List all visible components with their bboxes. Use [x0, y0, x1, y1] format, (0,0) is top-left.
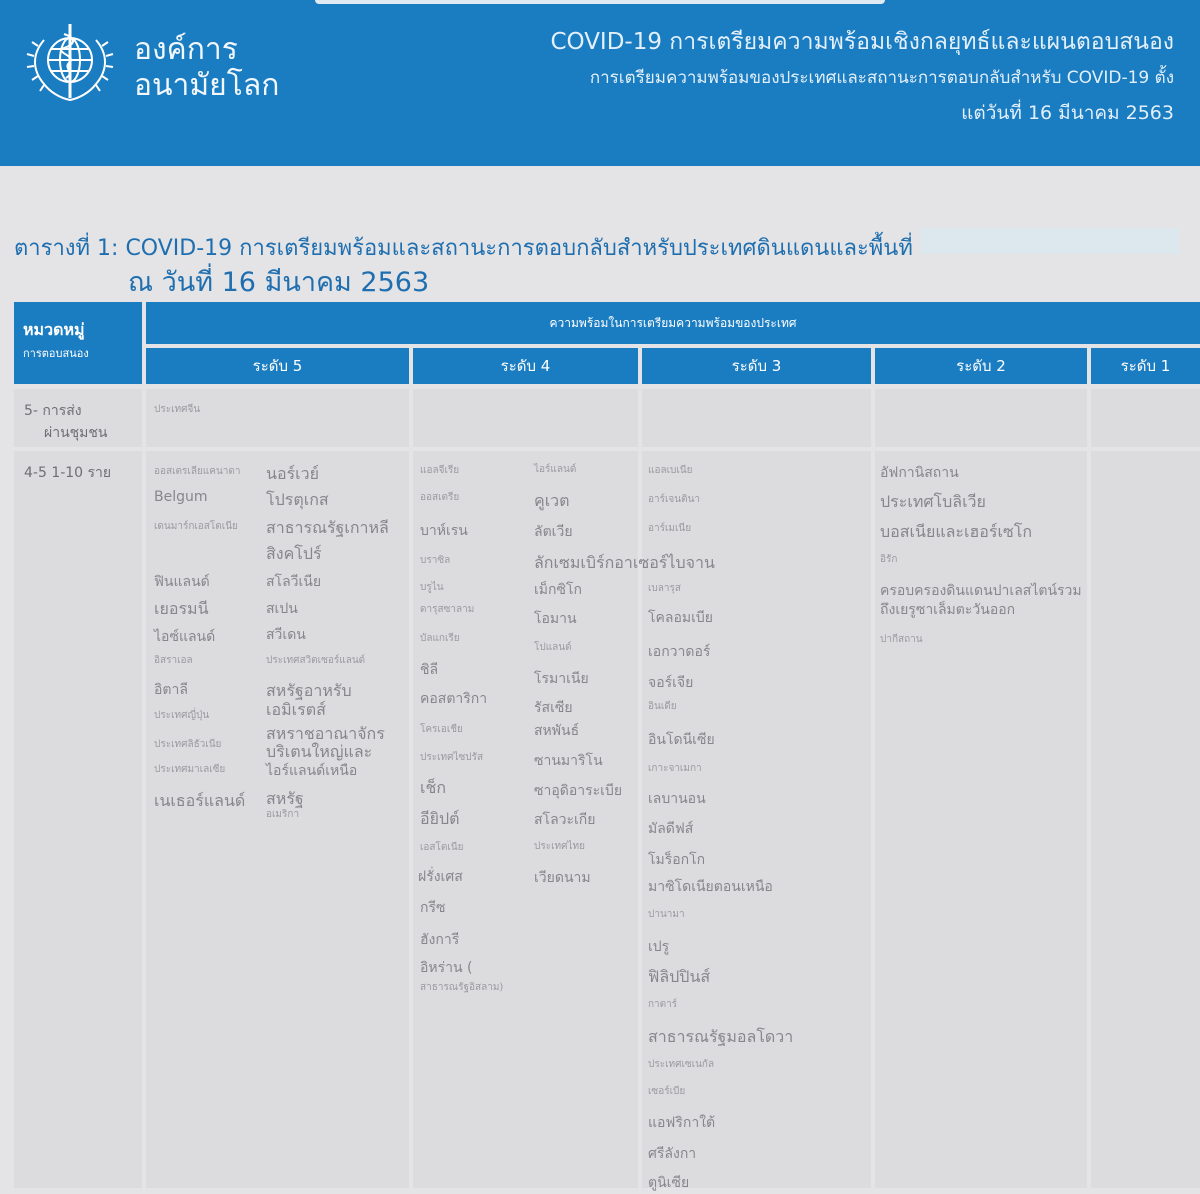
- country-item: มัลดีฟส์: [648, 821, 694, 837]
- row2-label-cell: [14, 451, 142, 1188]
- country-item: ซานมาริโน: [534, 753, 603, 769]
- country-item: อิหร่าน (: [420, 960, 473, 976]
- country-item: บัลแกเรีย: [420, 633, 460, 644]
- top-tab-notch: [315, 0, 885, 4]
- row2-level1-cell: [1091, 451, 1200, 1188]
- level-1-header: ระดับ 1: [1091, 348, 1200, 384]
- country-item: สาธารณรัฐเกาหลี: [266, 518, 389, 537]
- country-item: ถึงเยรูซาเล็มตะวันออก: [880, 602, 1016, 618]
- country-item: ประเทศสวิตเซอร์แลนด์: [266, 655, 366, 666]
- country-item: ประเทศไซปรัส: [420, 752, 484, 763]
- country-item: ปากีสถาน: [880, 634, 923, 645]
- country-item: อาร์เจนตินา: [648, 494, 701, 505]
- country-item: แอฟริกาใต้: [648, 1115, 716, 1131]
- readiness-header: ความพร้อมในการเตรียมความพร้อมของประเทศ: [146, 302, 1200, 344]
- country-item: มาซิโดเนียตอนเหนือ: [648, 879, 773, 895]
- country-item: ประเทศญี่ปุ่น: [154, 710, 210, 721]
- country-item: ไอร์แลนด์เหนือ: [266, 763, 358, 779]
- header-subtitle-line2: แต่วันที่ 16 มีนาคม 2563: [961, 102, 1174, 124]
- country-item: กรีซ: [420, 900, 446, 916]
- level-3-header: ระดับ 3: [642, 348, 871, 384]
- country-item: สหราชอาณาจักร: [266, 724, 385, 743]
- country-item: ซาอุดิอาระเบีย: [534, 783, 623, 799]
- country-item: โคลอมเบีย: [648, 610, 713, 626]
- country-item: บราซิล: [420, 555, 451, 566]
- category-subheader: การตอบสนอง: [23, 347, 89, 360]
- country-item: โรมาเนีย: [534, 671, 589, 687]
- country-item: เยอรมนี: [154, 599, 209, 618]
- country-item: เกาะจาเมกา: [648, 763, 702, 774]
- country-item: เบลารุส: [648, 583, 681, 594]
- country-item: เอมิเรตส์: [266, 700, 326, 719]
- who-emblem-icon: [14, 10, 126, 110]
- country-item: คูเวต: [534, 491, 570, 510]
- country-item: ไอร์แลนด์: [534, 464, 577, 475]
- country-item: เช็ก: [420, 778, 447, 797]
- country-item: โอมาน: [534, 611, 577, 627]
- country-item: ชิลี: [420, 662, 439, 678]
- country-item: ลัตเวีย: [534, 524, 573, 540]
- country-item: Belgum: [154, 489, 208, 505]
- org-name-line2: อนามัยโลก: [134, 68, 280, 103]
- country-item: สเปน: [266, 601, 298, 617]
- country-item: คอสตาริกา: [420, 691, 488, 707]
- country-item: ไอซ์แลนด์: [154, 629, 216, 645]
- country-item: อิตาลี: [154, 682, 188, 698]
- category-header-cell: [14, 302, 142, 384]
- row2-level2-cell: [875, 451, 1087, 1188]
- row2-label: 4-5 1-10 ราย: [24, 465, 112, 481]
- country-item: ลักเซมเบิร์กอาเซอร์ไบจาน: [534, 553, 715, 572]
- country-item: แอลเบเนีย: [648, 465, 693, 476]
- country-item: เซอร์เบีย: [648, 1086, 686, 1097]
- country-item: สหรัฐ: [266, 789, 304, 808]
- country-item: อิสราเอล: [154, 655, 193, 666]
- level-4-header: ระดับ 4: [413, 348, 638, 384]
- row1-level2-cell: [875, 389, 1087, 447]
- country-item: ศรีลังกา: [648, 1146, 697, 1162]
- country-item: แอลจีเรีย: [420, 465, 460, 476]
- country-item: ฮังการี: [420, 932, 460, 948]
- country-item: ออสเตรเลียแคนาดา: [154, 466, 241, 477]
- org-name-line1: องค์การ: [134, 32, 238, 67]
- country-item: บอสเนียและเฮอร์เซโก: [880, 522, 1033, 541]
- country-item: ครอบครองดินแดนปาเลสไตน์รวม: [880, 583, 1082, 599]
- country-item: จอร์เจีย: [648, 675, 694, 691]
- country-item: นอร์เวย์: [266, 464, 319, 483]
- country-item: ปานามา: [648, 909, 685, 920]
- level-2-header: ระดับ 2: [875, 348, 1087, 384]
- country-item: อิรัก: [880, 554, 898, 565]
- row1-level5-cell: [146, 389, 409, 447]
- row1-level3-cell: [642, 389, 871, 447]
- country-item: อเมริกา: [266, 809, 300, 820]
- country-item: ประเทศลิธัวเนีย: [154, 739, 222, 750]
- country-item: เวียดนาม: [534, 870, 591, 886]
- country-item: โครเอเชีย: [420, 724, 463, 735]
- country-item: สโลวะเกีย: [534, 812, 596, 828]
- country-item: เม็กซิโก: [534, 582, 582, 598]
- country-item: ประเทศเซเนกัล: [648, 1059, 715, 1070]
- org-name: [134, 32, 279, 104]
- header-subtitle-line1: การเตรียมความพร้อมของประเทศและสถานะการตอบกลับสำหรับ COVID-19 ตั้ง: [589, 68, 1174, 88]
- category-header: หมวดหมู่: [23, 320, 85, 339]
- country-item: บริเตนใหญ่และ: [266, 742, 373, 761]
- row1-level4-cell: [413, 389, 638, 447]
- table-caption-line2: ณ วันที่ 16 มีนาคม 2563: [128, 267, 430, 298]
- country-item: เนเธอร์แลนด์: [154, 791, 246, 810]
- country-item: รัสเซีย: [534, 700, 573, 716]
- level-5-header: ระดับ 5: [146, 348, 409, 384]
- country-item: เลบานอน: [648, 791, 706, 807]
- country-item: สิงคโปร์: [266, 544, 322, 563]
- country-item: สาธารณรัฐมอลโดวา: [648, 1027, 794, 1046]
- country-item: เปรู: [648, 939, 670, 955]
- country-item: อินเดีย: [648, 701, 677, 712]
- row1-level5-item: ประเทศจีน: [154, 404, 201, 415]
- country-item: ฟินแลนด์: [154, 574, 210, 590]
- country-item: บาห์เรน: [420, 523, 468, 539]
- country-item: ออสเตรีย: [420, 492, 460, 503]
- country-item: อินโดนีเซีย: [648, 732, 715, 748]
- row1-level1-cell: [1091, 389, 1200, 447]
- row1-label-line1: 5- การส่ง: [24, 403, 82, 419]
- country-item: เอสโตเนีย: [420, 842, 464, 853]
- country-item: โปแลนด์: [534, 642, 572, 653]
- country-item: อาร์เมเนีย: [648, 523, 692, 534]
- country-item: โปรตุเกส: [266, 490, 329, 509]
- country-item: เอกวาดอร์: [648, 644, 711, 660]
- country-item: สาธารณรัฐอิสลาม): [420, 982, 504, 993]
- country-item: สวีเดน: [266, 627, 306, 643]
- header-title: COVID-19 การเตรียมความพร้อมเชิงกลยุทธ์และแผนตอบสนอง: [550, 29, 1174, 55]
- country-item: ดารุสซาลาม: [420, 604, 475, 615]
- country-item: กาตาร์: [648, 999, 678, 1010]
- country-item: ประเทศมาเลเซีย: [154, 764, 226, 775]
- country-item: โมร็อกโก: [648, 852, 706, 868]
- country-item: ตูนิเซีย: [648, 1175, 690, 1191]
- country-item: บรูไน: [420, 582, 444, 593]
- country-item: อัฟกานิสถาน: [880, 465, 959, 481]
- country-item: เดนมาร์กเอสโตเนีย: [154, 521, 238, 532]
- country-item: สหพันธ์: [534, 723, 580, 739]
- country-item: สหรัฐอาหรับ: [266, 681, 352, 700]
- row1-label-line2: ผ่านชุมชน: [44, 425, 108, 441]
- country-item: สโลวีเนีย: [266, 574, 322, 590]
- caption-highlight: [920, 228, 1180, 254]
- country-item: ประเทศโบลิเวีย: [880, 492, 986, 511]
- country-item: อียิปต์: [420, 809, 460, 828]
- table-caption-line1: ตารางที่ 1: COVID-19 การเตรียมพร้อมและสถานะการตอบกลับสำหรับประเทศดินแดนและพื้นที่: [14, 236, 913, 261]
- country-item: ฝรั่งเศส: [418, 869, 463, 885]
- country-item: ฟิลิปปินส์: [648, 967, 711, 986]
- country-item: ประเทศไทย: [534, 841, 585, 852]
